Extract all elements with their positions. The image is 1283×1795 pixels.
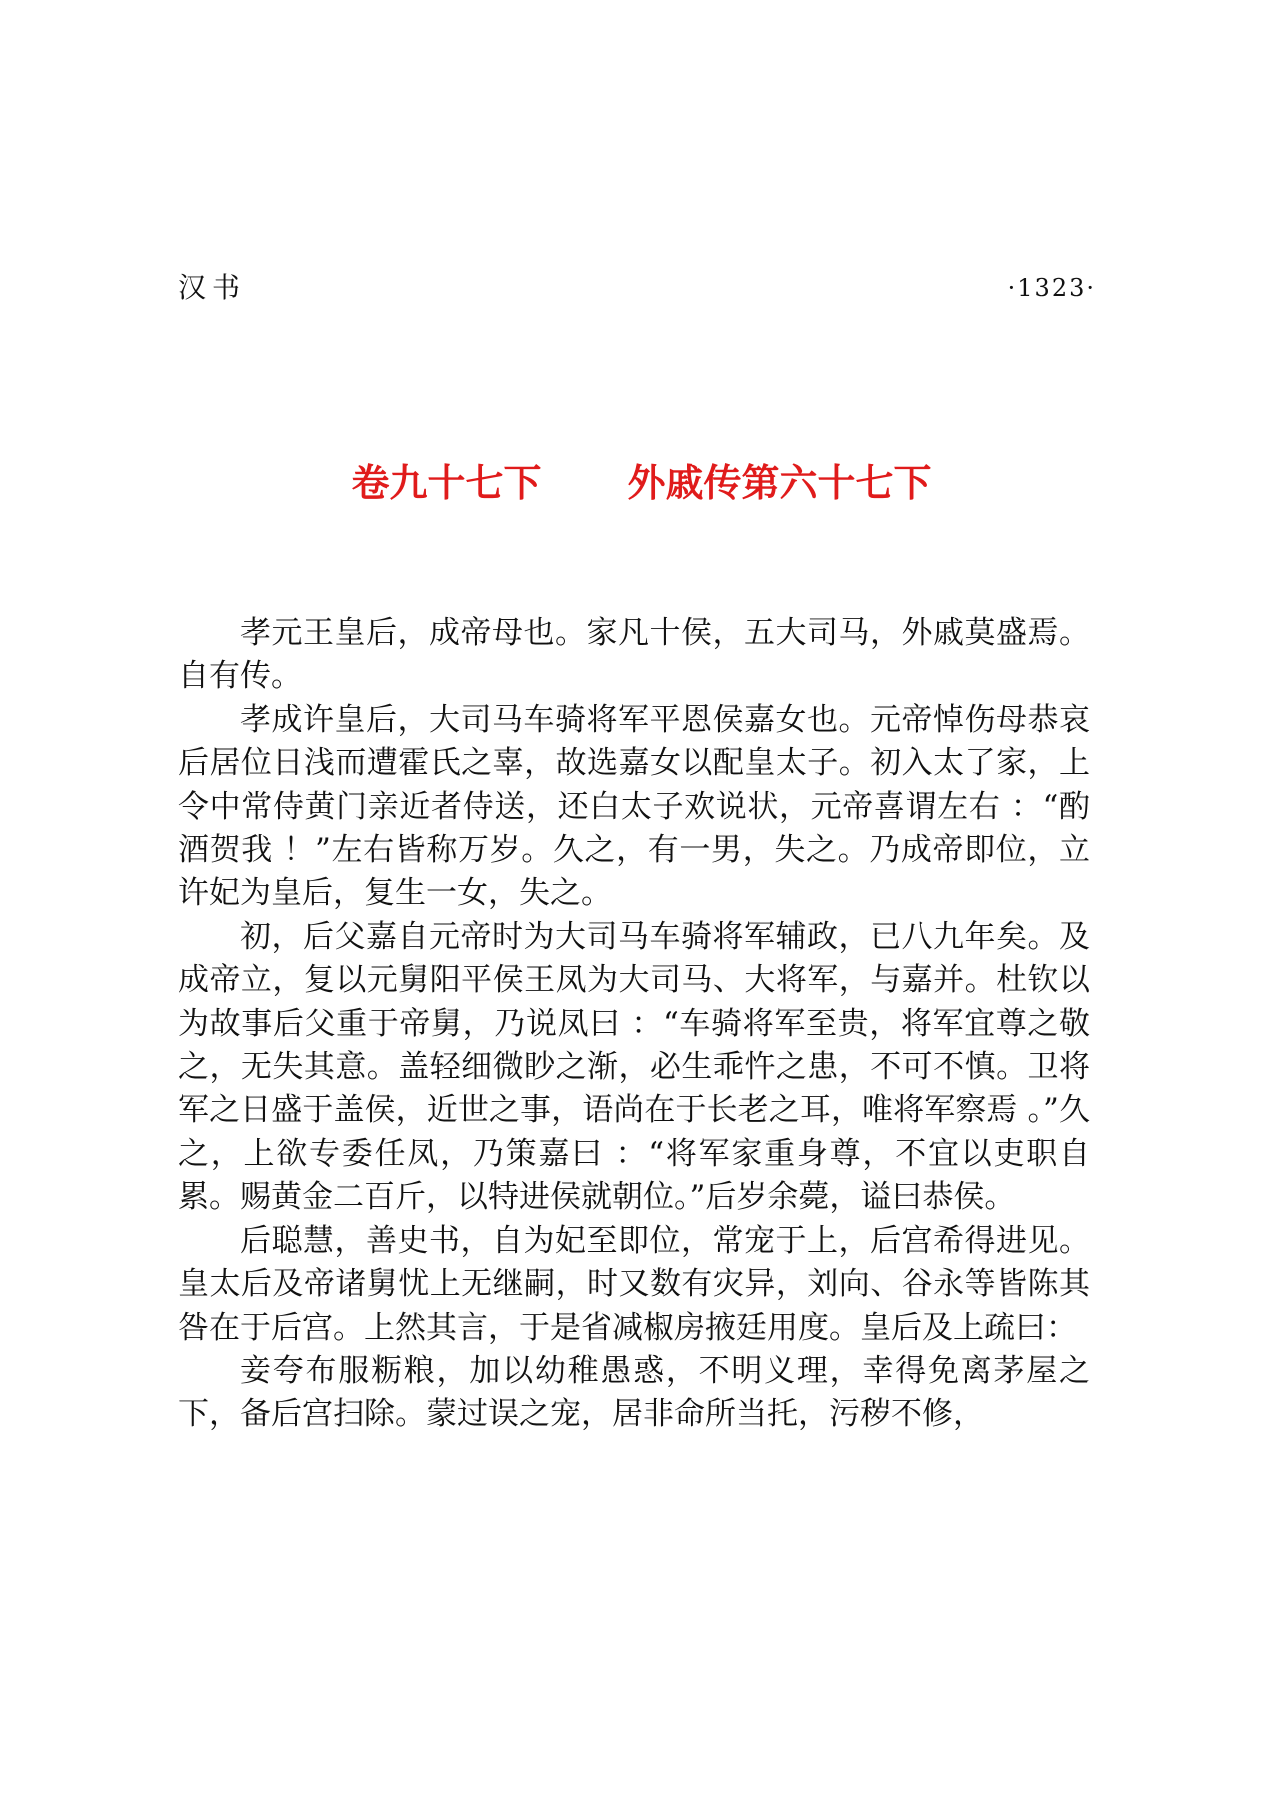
book-title: 汉书: [178, 271, 247, 304]
paragraph: 初，后父嘉自元帝时为大司马车骑将军辅政，已八九年矣。及成帝立，复以元舅阳平侯王凤为大司马、大将军，与嘉并。杜钦以为故事后父重于帝舅，乃说凤曰 ：“车骑将军至贵，将军宜尊之敬之，无失其意。盖轻细微眇之渐，必生乖忤之患，不可不慎。卫将军之日盛于盖侯，近世之事，语尚在于长老之耳，唯将军察焉 。”久之，上欲专委任凤，乃策嘉曰 ：“将军家重身尊，不宜以吏职自累。赐黄金二百斤，以特进侯就朝位。”后岁余薨，谥曰恭侯。: [178, 918, 1090, 1216]
paragraph: 孝成许皇后，大司马车骑将军平恩侯嘉女也。元帝悼伤母恭哀后居位日浅而遭霍氏之辜，故选嘉女以配皇太子。初入太了家，上令中常侍黄门亲近者侍送，还白太子欢说状，元帝喜谓左右 ：“酌酒贺我 ！”左右皆称万岁。久之，有一男，失之。乃成帝即位，立许妃为皇后，复生一女，失之。: [178, 701, 1090, 912]
paragraph: 妾夸布服粝粮，加以幼稚愚惑，不明义理，幸得免离茅屋之下，备后宫扫除。蒙过误之宠，居非命所当托，污秽不修，: [178, 1352, 1090, 1433]
paragraph: 孝元王皇后，成帝母也。家凡十侯，五大司马，外戚莫盛焉。自有传。: [178, 615, 1090, 695]
paragraph: 后聪慧，善史书，自为妃至即位，常宠于上，后宫希得进见。皇太后及帝诸舅忧上无继嗣，时又数有灾异，刘向、谷永等皆陈其咎在于后宫。上然其言，于是省减椒房掖廷用度。皇后及上疏曰：: [178, 1222, 1090, 1346]
chapter-heading: [0, 456, 1283, 510]
chapter-title: 外戚传第六十七下: [627, 461, 932, 505]
running-header: [178, 268, 1096, 308]
chapter-volume: 卷九十七下: [351, 461, 542, 505]
page-number: ·1323·: [1007, 274, 1096, 302]
body-text: [178, 612, 1090, 1437]
